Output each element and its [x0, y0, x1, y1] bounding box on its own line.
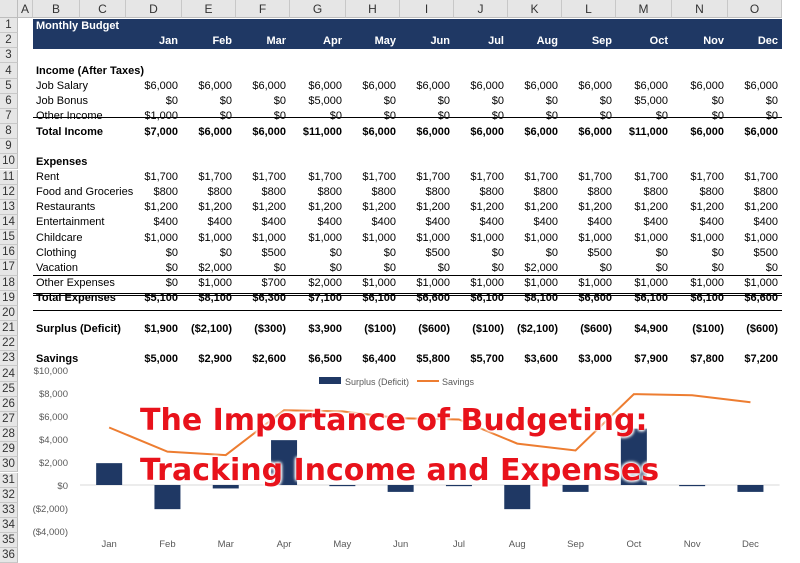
row-header-8[interactable]: 8 [0, 124, 18, 139]
income-row-cell[interactable]: $6,000 [198, 80, 232, 93]
column-header-j[interactable]: J [454, 0, 508, 18]
total-income-cell[interactable]: $6,000 [362, 125, 396, 138]
month-header[interactable]: Apr [323, 34, 342, 47]
expense-row-cell[interactable]: $800 [587, 186, 612, 199]
surplus-bar [96, 463, 122, 485]
y-tick-label: ($2,000) [32, 504, 68, 515]
expense-row-cell[interactable]: $0 [273, 261, 286, 274]
savings-cell[interactable]: $5,000 [144, 352, 178, 365]
expense-row-cell[interactable]: $400 [587, 216, 612, 229]
surplus-deficit-label[interactable]: Surplus (Deficit) [36, 322, 121, 335]
expense-row-cell[interactable]: $1,200 [634, 201, 668, 214]
income-row-cell[interactable]: $0 [437, 95, 450, 108]
total-expenses-cell[interactable]: $8,100 [524, 292, 558, 305]
total-income-cell[interactable]: $6,000 [252, 125, 286, 138]
expense-row-cell[interactable]: $500 [261, 246, 286, 259]
column-header-a[interactable]: A [18, 0, 33, 18]
surplus-deficit-cell[interactable]: $3,900 [308, 322, 342, 335]
expense-row-cell[interactable]: $1,000 [524, 277, 558, 290]
income-row-cell[interactable]: $5,000 [308, 95, 342, 108]
expense-row-cell[interactable]: $1,700 [362, 171, 396, 183]
legend-swatch-surplus [319, 377, 341, 384]
expense-row-cell[interactable]: $1,000 [362, 231, 396, 244]
expense-row-cell[interactable]: $0 [711, 246, 724, 259]
expenses-section-header[interactable]: Expenses [36, 155, 88, 168]
savings-cell[interactable]: $7,200 [744, 352, 778, 365]
column-header-l[interactable]: L [562, 0, 616, 18]
x-tick-label: May [333, 539, 352, 550]
expense-row-cell[interactable]: $1,700 [634, 171, 668, 183]
expense-row-cell[interactable]: $1,000 [144, 231, 178, 244]
x-tick-label: Jul [452, 539, 466, 550]
row-header-18[interactable]: 18 [0, 276, 18, 291]
savings-cell[interactable]: $2,900 [198, 352, 232, 365]
y-tick-label: ($4,000) [32, 527, 68, 538]
surplus-bar [679, 485, 705, 486]
x-tick-label: Jan [101, 539, 117, 550]
budget-title[interactable]: Monthly Budget [36, 19, 120, 32]
total-income-cell[interactable]: $6,000 [578, 125, 612, 138]
expense-row-cell[interactable]: $800 [425, 186, 450, 199]
total-income-cell[interactable]: $7,000 [144, 125, 178, 138]
expense-row-cell[interactable]: $1,200 [690, 201, 724, 214]
expense-row-label[interactable]: Restaurants [36, 201, 96, 214]
income-row-cell[interactable]: $6,000 [362, 80, 396, 93]
total-expenses-cell[interactable]: $6,600 [578, 292, 612, 305]
expense-row-cell[interactable]: $1,200 [362, 201, 396, 214]
expense-row-cell[interactable]: $1,000 [198, 277, 232, 290]
total-expenses-cell[interactable]: $6,600 [416, 292, 450, 305]
expense-row-cell[interactable]: $1,700 [690, 171, 724, 183]
expense-row-label[interactable]: Other Expenses [36, 277, 115, 290]
expense-row-cell[interactable]: $800 [317, 186, 342, 199]
expense-row-cell[interactable]: $2,000 [308, 277, 342, 290]
expense-row-cell[interactable]: $1,700 [198, 171, 232, 183]
expense-row-cell[interactable]: $1,000 [470, 231, 504, 244]
y-tick-label: $0 [57, 481, 68, 492]
row-header-29[interactable]: 29 [0, 442, 18, 457]
surplus-deficit-cell[interactable]: ($600) [746, 322, 778, 335]
expense-row-cell[interactable]: $1,000 [578, 231, 612, 244]
total-expenses-cell[interactable]: $8,100 [198, 292, 232, 305]
expense-row-cell[interactable]: $1,200 [308, 201, 342, 214]
expense-row-cell[interactable]: $0 [329, 261, 342, 274]
expense-row-cell[interactable]: $0 [165, 261, 178, 274]
surplus-deficit-cell[interactable]: ($100) [472, 322, 504, 335]
total-income-cell[interactable]: $11,000 [628, 125, 668, 138]
expense-row-cell[interactable]: $400 [643, 216, 668, 229]
income-row-cell[interactable]: $0 [599, 110, 612, 123]
total-expenses-cell[interactable]: $7,100 [308, 292, 342, 305]
expense-row-cell[interactable]: $400 [317, 216, 342, 229]
watermark-title-line2: Tracking Income and Expenses [140, 453, 660, 488]
total-expenses-cell[interactable]: $6,100 [362, 292, 396, 305]
total-income-cell[interactable]: $11,000 [302, 125, 342, 138]
income-row-cell[interactable]: $0 [711, 110, 724, 123]
expense-row-cell[interactable]: $400 [261, 216, 286, 229]
expense-row-cell[interactable]: $1,200 [198, 201, 232, 214]
y-tick-label: $10,000 [33, 366, 68, 377]
x-tick-label: Oct [626, 539, 642, 550]
month-header[interactable]: Jul [488, 34, 504, 47]
savings-cell[interactable]: $3,600 [524, 352, 558, 365]
income-row-cell[interactable]: $0 [383, 95, 396, 108]
row-header-15[interactable]: 15 [0, 230, 18, 245]
expense-row-cell[interactable]: $500 [587, 246, 612, 259]
row-header-11[interactable]: 11 [0, 170, 18, 185]
column-header-i[interactable]: I [400, 0, 454, 18]
expense-row-cell[interactable]: $1,000 [744, 277, 778, 290]
income-row-cell[interactable]: $0 [437, 110, 450, 123]
expense-row-cell[interactable]: $1,000 [578, 277, 612, 290]
expense-row-label[interactable]: Rent [36, 171, 60, 183]
surplus-double-border [33, 293, 782, 296]
column-header-c[interactable]: C [80, 0, 126, 18]
expense-row-cell[interactable]: $1,200 [252, 201, 286, 214]
expense-row-cell[interactable]: $800 [643, 186, 668, 199]
surplus-bar [154, 485, 180, 509]
row-header-1[interactable]: 1 [0, 18, 18, 33]
row-header-10[interactable]: 10 [0, 154, 18, 169]
income-row-cell[interactable]: $1,000 [144, 110, 178, 123]
expense-row-cell[interactable]: $1,700 [470, 171, 504, 183]
total-income-cell[interactable]: $6,000 [524, 125, 558, 138]
expense-row-cell[interactable]: $1,000 [690, 231, 724, 244]
expense-row-cell[interactable]: $0 [711, 261, 724, 274]
month-header[interactable]: Mar [266, 34, 286, 47]
surplus-deficit-cell[interactable]: ($2,100) [517, 322, 558, 335]
column-header-f[interactable]: F [236, 0, 290, 18]
expense-row-cell[interactable]: $0 [383, 261, 396, 274]
column-header-h[interactable]: H [346, 0, 400, 18]
expense-row-cell[interactable]: $1,000 [308, 231, 342, 244]
x-tick-label: Feb [159, 539, 176, 550]
income-row-cell[interactable]: $0 [491, 110, 504, 123]
month-header[interactable]: Sep [591, 34, 612, 47]
income-row-cell[interactable]: $0 [491, 95, 504, 108]
row-header-31[interactable]: 31 [0, 473, 18, 488]
expense-row-cell[interactable]: $1,000 [470, 277, 504, 290]
expense-row-cell[interactable]: $800 [533, 186, 558, 199]
income-row-cell[interactable]: $0 [599, 95, 612, 108]
expense-row-cell[interactable]: $1,700 [416, 171, 450, 183]
expense-row-cell[interactable]: $1,200 [470, 201, 504, 214]
x-tick-label: Apr [276, 539, 292, 550]
income-row-cell[interactable]: $6,000 [634, 80, 668, 93]
expense-row-cell[interactable]: $1,700 [252, 171, 286, 183]
total-expenses-cell[interactable]: $6,100 [634, 292, 668, 305]
income-row-cell[interactable]: $6,000 [524, 80, 558, 93]
x-tick-label: Aug [508, 539, 526, 550]
surplus-deficit-cell[interactable]: ($600) [580, 322, 612, 335]
savings-cell[interactable]: $2,600 [252, 352, 286, 365]
income-row-cell[interactable]: $6,000 [690, 80, 724, 93]
income-row-cell[interactable]: $0 [329, 110, 342, 123]
expense-row-cell[interactable]: $400 [207, 216, 232, 229]
expense-row-cell[interactable]: $0 [655, 261, 668, 274]
income-row-cell[interactable]: $0 [765, 95, 778, 108]
income-row-label[interactable]: Job Salary [36, 80, 88, 93]
row-header-2[interactable]: 2 [0, 33, 18, 48]
row-header-6[interactable]: 6 [0, 94, 18, 109]
total-income-label[interactable]: Total Income [36, 125, 104, 138]
expense-row-cell[interactable]: $0 [491, 246, 504, 259]
expense-row-cell[interactable]: $1,000 [416, 231, 450, 244]
savings-label[interactable]: Savings [36, 352, 79, 365]
income-row-cell[interactable]: $0 [273, 110, 286, 123]
income-row-cell[interactable]: $6,000 [308, 80, 342, 93]
row-header-24[interactable]: 24 [0, 366, 18, 381]
surplus-deficit-cell[interactable]: $1,900 [144, 322, 178, 335]
expense-row-cell[interactable]: $1,700 [744, 171, 778, 183]
expense-row-cell[interactable]: $0 [165, 246, 178, 259]
savings-cell[interactable]: $7,900 [634, 352, 668, 365]
column-header-k[interactable]: K [508, 0, 562, 18]
expense-row-cell[interactable]: $800 [479, 186, 504, 199]
expense-row-label[interactable]: Clothing [36, 246, 77, 259]
y-tick-label: $4,000 [38, 435, 68, 446]
expense-row-label[interactable]: Vacation [36, 261, 78, 274]
x-tick-label: Jun [392, 539, 409, 550]
row-header-27[interactable]: 27 [0, 412, 18, 427]
month-header[interactable]: May [374, 34, 396, 47]
expense-row-cell[interactable]: $1,000 [634, 231, 668, 244]
surplus-deficit-cell[interactable]: ($100) [364, 322, 396, 335]
income-row-cell[interactable]: $0 [273, 95, 286, 108]
total-income-border [33, 117, 782, 118]
expense-row-cell[interactable]: $400 [699, 216, 724, 229]
row-header-26[interactable]: 26 [0, 397, 18, 412]
row-header-22[interactable]: 22 [0, 336, 18, 351]
income-row-cell[interactable]: $6,000 [144, 80, 178, 93]
expense-row-cell[interactable]: $800 [753, 186, 778, 199]
expense-row-cell[interactable]: $1,000 [690, 277, 724, 290]
income-row-cell[interactable]: $0 [545, 95, 558, 108]
row-header-36[interactable]: 36 [0, 548, 18, 563]
income-row-cell[interactable]: $0 [165, 95, 178, 108]
expense-row-cell[interactable]: $400 [479, 216, 504, 229]
x-tick-label: Dec [741, 539, 759, 550]
total-income-cell[interactable]: $6,000 [744, 125, 778, 138]
legend-label-surplus: Surplus (Deficit) [345, 377, 410, 387]
income-row-cell[interactable]: $6,000 [252, 80, 286, 93]
total-expenses-cell[interactable]: $6,100 [690, 292, 724, 305]
column-header-n[interactable]: N [672, 0, 728, 18]
month-header[interactable]: Dec [757, 34, 778, 47]
expense-row-cell[interactable]: $1,000 [252, 231, 286, 244]
expense-row-cell[interactable]: $800 [207, 186, 232, 199]
column-header-g[interactable]: G [290, 0, 346, 18]
month-header[interactable]: Jun [430, 34, 450, 47]
column-header-m[interactable]: M [616, 0, 672, 18]
row-header-12[interactable]: 12 [0, 185, 18, 200]
row-header-7[interactable]: 7 [0, 109, 18, 124]
savings-cell[interactable]: $7,800 [690, 352, 724, 365]
total-income-cell[interactable]: $6,000 [470, 125, 504, 138]
total-income-cell[interactable]: $6,000 [198, 125, 232, 138]
savings-cell[interactable]: $6,500 [308, 352, 342, 365]
expense-row-cell[interactable]: $1,000 [416, 277, 450, 290]
surplus-deficit-cell[interactable]: ($100) [692, 322, 724, 335]
income-row-cell[interactable]: $0 [219, 95, 232, 108]
total-expenses-border [33, 275, 782, 276]
income-row-cell[interactable]: $0 [655, 110, 668, 123]
row-header-3[interactable]: 3 [0, 48, 18, 63]
row-header-21[interactable]: 21 [0, 321, 18, 336]
expense-row-cell[interactable]: $800 [261, 186, 286, 199]
column-header-b[interactable]: B [33, 0, 80, 18]
income-row-label[interactable]: Job Bonus [36, 95, 88, 108]
expense-row-cell[interactable]: $700 [261, 277, 286, 290]
savings-cell[interactable]: $3,000 [578, 352, 612, 365]
expense-row-cell[interactable]: $1,000 [524, 231, 558, 244]
expense-row-cell[interactable]: $0 [545, 246, 558, 259]
row-header-28[interactable]: 28 [0, 427, 18, 442]
expense-row-cell[interactable]: $1,700 [308, 171, 342, 183]
expense-row-cell[interactable]: $400 [425, 216, 450, 229]
surplus-bar [504, 485, 530, 509]
savings-cell[interactable]: $5,700 [470, 352, 504, 365]
month-header[interactable]: Oct [649, 34, 668, 47]
income-row-label[interactable]: Other Income [36, 110, 103, 123]
expense-row-cell[interactable]: $2,000 [524, 261, 558, 274]
expense-row-cell[interactable]: $1,000 [634, 277, 668, 290]
expense-row-cell[interactable]: $0 [165, 277, 178, 290]
row-header-25[interactable]: 25 [0, 382, 18, 397]
expense-row-cell[interactable]: $1,200 [144, 201, 178, 214]
total-income-cell[interactable]: $6,000 [690, 125, 724, 138]
column-header-e[interactable]: E [182, 0, 236, 18]
income-row-cell[interactable]: $0 [711, 95, 724, 108]
row-header-19[interactable]: 19 [0, 291, 18, 306]
row-header-4[interactable]: 4 [0, 63, 18, 78]
total-income-cell[interactable]: $6,000 [416, 125, 450, 138]
month-header[interactable]: Jan [159, 34, 178, 47]
expense-row-cell[interactable]: $1,700 [524, 171, 558, 183]
expense-row-cell[interactable]: $1,700 [578, 171, 612, 183]
x-tick-label: Mar [217, 539, 234, 550]
income-row-cell[interactable]: $5,000 [634, 95, 668, 108]
expense-row-label[interactable]: Food and Groceries [36, 186, 134, 199]
expense-row-cell[interactable]: $0 [599, 261, 612, 274]
surplus-bar [737, 485, 763, 492]
column-header-d[interactable]: D [126, 0, 182, 18]
income-row-cell[interactable]: $0 [765, 110, 778, 123]
row-header-5[interactable]: 5 [0, 79, 18, 94]
expense-row-cell[interactable]: $1,000 [198, 231, 232, 244]
total-expenses-label[interactable]: Total Expenses [36, 292, 116, 305]
expense-row-cell[interactable]: $400 [753, 216, 778, 229]
month-header[interactable]: Nov [703, 34, 724, 47]
expense-row-cell[interactable]: $500 [753, 246, 778, 259]
savings-cell[interactable]: $6,400 [362, 352, 396, 365]
expense-row-cell[interactable]: $400 [153, 216, 178, 229]
row-header-30[interactable]: 30 [0, 457, 18, 472]
income-row-cell[interactable]: $6,000 [744, 80, 778, 93]
total-expenses-cell[interactable]: $6,600 [744, 292, 778, 305]
x-tick-label: Sep [567, 539, 585, 550]
surplus-deficit-cell[interactable]: ($300) [254, 322, 286, 335]
income-row-cell[interactable]: $6,000 [470, 80, 504, 93]
row-header-20[interactable]: 20 [0, 306, 18, 321]
row-header-16[interactable]: 16 [0, 245, 18, 260]
surplus-bottom-border [33, 310, 782, 311]
expense-row-cell[interactable]: $1,000 [362, 277, 396, 290]
total-expenses-cell[interactable]: $5,100 [144, 292, 178, 305]
income-row-cell[interactable]: $0 [219, 110, 232, 123]
expense-row-cell[interactable]: $0 [491, 261, 504, 274]
month-header[interactable]: Feb [212, 34, 232, 47]
income-row-cell[interactable]: $0 [545, 110, 558, 123]
row-header-9[interactable]: 9 [0, 139, 18, 154]
expense-row-cell[interactable]: $400 [371, 216, 396, 229]
row-header-34[interactable]: 34 [0, 518, 18, 533]
expense-row-label[interactable]: Entertainment [36, 216, 105, 229]
expense-row-cell[interactable]: $1,200 [744, 201, 778, 214]
row-header-13[interactable]: 13 [0, 200, 18, 215]
expense-row-cell[interactable]: $0 [383, 246, 396, 259]
savings-cell[interactable]: $5,800 [416, 352, 450, 365]
expense-row-cell[interactable]: $400 [533, 216, 558, 229]
expense-row-cell[interactable]: $1,200 [524, 201, 558, 214]
select-all-corner[interactable] [0, 0, 18, 18]
expense-row-cell[interactable]: $0 [655, 246, 668, 259]
month-header[interactable]: Aug [536, 34, 558, 47]
surplus-deficit-cell[interactable]: ($2,100) [191, 322, 232, 335]
legend-label-savings: Savings [442, 377, 475, 387]
expense-row-cell[interactable]: $500 [425, 246, 450, 259]
expense-row-cell[interactable]: $2,000 [198, 261, 232, 274]
row-header-17[interactable]: 17 [0, 260, 18, 275]
row-header-33[interactable]: 33 [0, 503, 18, 518]
column-header-o[interactable]: O [728, 0, 782, 18]
row-header-23[interactable]: 23 [0, 351, 18, 366]
expense-row-cell[interactable]: $800 [699, 186, 724, 199]
expense-row-cell[interactable]: $0 [437, 261, 450, 274]
expense-row-cell[interactable]: $0 [219, 246, 232, 259]
y-tick-label: $2,000 [38, 458, 68, 469]
y-tick-label: $6,000 [38, 412, 68, 423]
surplus-deficit-cell[interactable]: ($600) [418, 322, 450, 335]
total-expenses-cell[interactable]: $6,300 [252, 292, 286, 305]
expense-row-cell[interactable]: $1,000 [744, 231, 778, 244]
watermark-title-line1: The Importance of Budgeting: [140, 403, 648, 438]
income-row-cell[interactable]: $6,000 [578, 80, 612, 93]
expense-row-cell[interactable]: $0 [765, 261, 778, 274]
total-expenses-cell[interactable]: $6,100 [470, 292, 504, 305]
expense-row-cell[interactable]: $1,200 [578, 201, 612, 214]
expense-row-cell[interactable]: $0 [329, 246, 342, 259]
income-row-cell[interactable]: $6,000 [416, 80, 450, 93]
income-row-cell[interactable]: $0 [383, 110, 396, 123]
expense-row-cell[interactable]: $1,200 [416, 201, 450, 214]
y-tick-label: $8,000 [38, 389, 68, 400]
surplus-deficit-cell[interactable]: $4,900 [634, 322, 668, 335]
row-header-35[interactable]: 35 [0, 533, 18, 548]
x-tick-label: Nov [683, 539, 701, 550]
income-section-header[interactable]: Income (After Taxes) [36, 64, 144, 77]
row-header-32[interactable]: 32 [0, 488, 18, 503]
expense-row-cell[interactable]: $800 [153, 186, 178, 199]
row-header-14[interactable]: 14 [0, 215, 18, 230]
expense-row-label[interactable]: Childcare [36, 231, 83, 244]
expense-row-cell[interactable]: $1,700 [144, 171, 178, 183]
expense-row-cell[interactable]: $800 [371, 186, 396, 199]
